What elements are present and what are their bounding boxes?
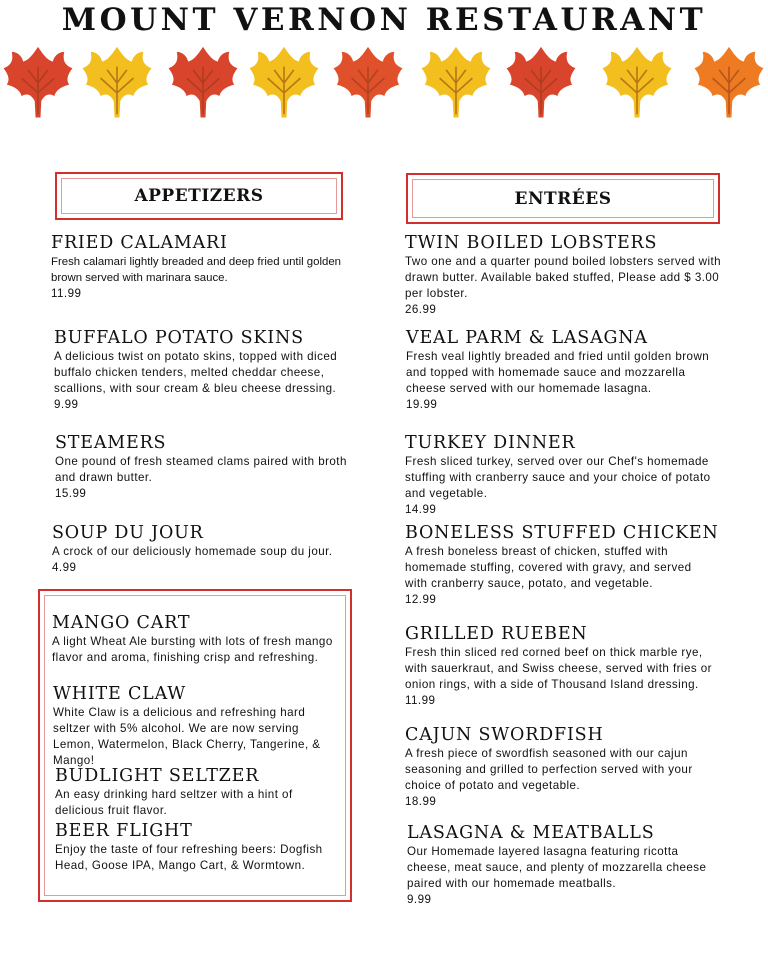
item-price: 11.99 xyxy=(51,287,82,300)
menu-item xyxy=(407,824,722,908)
item-price: 18.99 xyxy=(405,795,437,808)
item-description: Enjoy the taste of four refreshing beers: Dogfish Head, Goose IPA, Mango Cart, & Wormtown. xyxy=(55,843,323,872)
autumn-leaf-icon xyxy=(415,42,497,124)
item-description: White Claw is a delicious and refreshing hard seltzer with 5% alcohol. We are now serving Lemon, Watermelon, Black Cherry, Tangerine, & Mango! xyxy=(53,706,321,767)
autumn-leaf-icon xyxy=(500,42,582,124)
item-description: A delicious twist on potato skins, topped with diced buffalo chicken tenders, melted cheddar cheese, scallions, with sour cream & bleu cheese dressing. xyxy=(54,350,338,395)
entrees-header xyxy=(406,173,720,224)
item-description: Two one and a quarter pound boiled lobsters served with drawn butter. Available baked stuffed, Please add $ 3.00 per lobster. xyxy=(405,255,722,300)
appetizers-title: APPETIZERS xyxy=(61,178,337,214)
item-price: 14.99 xyxy=(405,503,437,516)
menu-item xyxy=(405,523,719,608)
appetizers-header xyxy=(55,172,343,220)
item-name: BONELESS STUFFED CHICKEN xyxy=(405,523,719,543)
item-name: VEAL PARM & LASAGNA xyxy=(406,328,648,348)
item-price: 12.99 xyxy=(405,593,437,606)
item-price: 9.99 xyxy=(407,893,432,906)
item-name: MANGO CART xyxy=(52,613,191,633)
item-description: Our Homemade layered lasagna featuring ricotta cheese, meat sauce, and plenty of mozzarella cheese paired with our homemade meatballs. xyxy=(407,845,707,890)
menu-item xyxy=(405,625,725,709)
item-price: 19.99 xyxy=(406,398,438,411)
item-description: A fresh boneless breast of chicken, stuffed with homemade stuffing, covered with gravy, and served with cranberry sauce, potato, and vegetable. xyxy=(405,545,692,590)
menu-item xyxy=(406,329,718,413)
item-description: Fresh thin sliced red corned beef on thick marble rye, with sauerkraut, and Swiss cheese, served with fries or onion rings, with a side of Thousand Island dressing. xyxy=(405,646,712,691)
item-name: BUFFALO POTATO SKINS xyxy=(54,328,304,348)
item-description: One pound of fresh steamed clams paired with broth and drawn butter. xyxy=(55,455,347,484)
item-name: CAJUN SWORDFISH xyxy=(405,725,604,745)
menu-item xyxy=(52,524,344,576)
item-name: SOUP DU JOUR xyxy=(52,523,204,543)
item-description: Fresh sliced turkey, served over our Chef's homemade stuffing with cranberry sauce and your choice of potato and vegetable. xyxy=(405,455,711,500)
item-price: 11.99 xyxy=(405,694,436,707)
item-name: BUDLIGHT SELTZER xyxy=(55,766,260,786)
item-name: STEAMERS xyxy=(55,433,167,453)
item-price: 9.99 xyxy=(54,398,79,411)
autumn-leaf-icon xyxy=(243,42,325,124)
autumn-leaf-icon xyxy=(162,42,244,124)
autumn-leaf-icon xyxy=(688,42,768,124)
item-price: 26.99 xyxy=(405,303,437,316)
item-name: GRILLED RUEBEN xyxy=(405,624,588,644)
item-description: A light Wheat Ale bursting with lots of fresh mango flavor and aroma, finishing crisp and refreshing. xyxy=(52,635,333,664)
autumn-leaf-icon xyxy=(0,42,79,124)
menu-item xyxy=(405,726,720,810)
menu-item xyxy=(405,434,725,518)
drink-item xyxy=(52,614,338,666)
autumn-leaf-icon xyxy=(76,42,158,124)
item-name: TURKEY DINNER xyxy=(405,433,576,453)
item-name: TWIN BOILED LOBSTERS xyxy=(405,233,658,253)
item-price: 4.99 xyxy=(52,561,77,574)
menu-item xyxy=(405,234,725,318)
menu-item xyxy=(51,234,361,302)
item-description: Fresh calamari lightly breaded and deep fried until golden brown served with marinara sauce. xyxy=(51,256,342,284)
drink-item xyxy=(55,767,341,819)
item-description: A fresh piece of swordfish seasoned with our cajun seasoning and grilled to perfection served with your choice of potato and vegetable. xyxy=(405,747,693,792)
item-price: 15.99 xyxy=(55,487,87,500)
autumn-leaf-icon xyxy=(327,42,409,124)
item-description: A crock of our deliciously homemade soup du jour. xyxy=(52,545,333,558)
drink-item xyxy=(55,822,341,874)
autumn-leaf-icon xyxy=(596,42,678,124)
item-name: FRIED CALAMARI xyxy=(51,233,228,253)
item-name: LASAGNA & MEATBALLS xyxy=(407,823,655,843)
drink-item xyxy=(53,685,343,769)
leaf-garland xyxy=(0,42,768,124)
item-description: Fresh veal lightly breaded and fried until golden brown and topped with homemade sauce and mozzarella cheese served with our homemade lasagna. xyxy=(406,350,710,395)
item-name: WHITE CLAW xyxy=(53,684,187,704)
menu-item xyxy=(55,434,355,502)
item-description: An easy drinking hard seltzer with a hint of delicious fruit flavor. xyxy=(55,788,293,817)
restaurant-title: MOUNT VERNON RESTAURANT xyxy=(61,2,707,38)
entrees-title: ENTRÉES xyxy=(412,179,714,218)
item-name: BEER FLIGHT xyxy=(55,821,193,841)
menu-item xyxy=(54,329,366,413)
